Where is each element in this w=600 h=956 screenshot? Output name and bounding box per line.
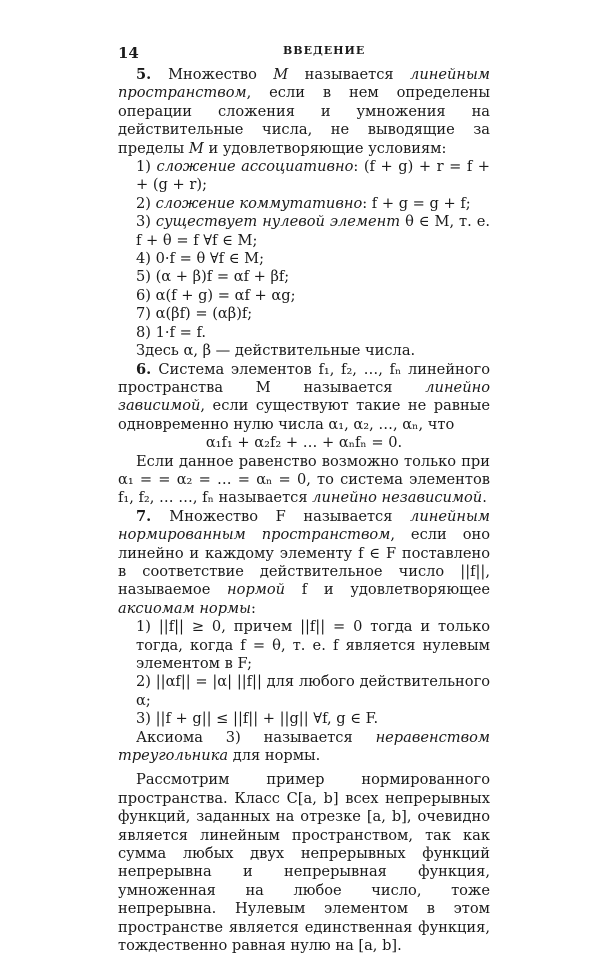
condition-7: 7) α(βf) = (αβ)f;	[136, 305, 253, 323]
condition-term: существует нулевой элемент	[155, 213, 401, 231]
item-number: 5.	[136, 66, 169, 83]
paragraph-6-cont	[118, 453, 490, 508]
text: , если существуют такие не равные одновременно нулю числа α₁, α₂, …, αₙ, что	[118, 397, 490, 433]
condition-term: сложение коммутативно	[155, 194, 363, 212]
text: f и удовлетворяющее	[285, 581, 490, 599]
axiom-1: 1) ||f|| ≥ 0, причем ||f|| = 0 тогда и только тогда, когда f = θ, т. е. f является нулевым элементом в F;	[136, 618, 490, 672]
text: 1)	[136, 158, 157, 176]
defined-term: линейным нормированным пространством	[118, 507, 490, 544]
formula: θ ∈ M, т. е. f + θ = f ∀f ∈ M;	[136, 213, 490, 249]
text: Множество	[168, 66, 274, 83]
text: , если оно линейно и каждому элементу f ∈ F поставлено в соответствие действительное число ||f||, называемое	[118, 526, 490, 599]
math-symbol: M	[188, 139, 204, 157]
running-title: ВВЕДЕНИЕ	[283, 44, 366, 57]
text: , если в нем определены операции сложения и умножения на действительные числа, не выводящие за пределы	[118, 84, 490, 157]
condition-term: сложение ассоциативно	[156, 158, 354, 176]
text: Система элементов f₁, f₂, …, fₙ линейного пространства M называется	[118, 360, 490, 396]
condition-2	[118, 195, 490, 213]
defined-term: нормой	[227, 581, 286, 599]
condition-6: 6) α(f + g) = αf + αg;	[136, 286, 296, 304]
display-formula: α₁f₁ + α₂f₂ + … + αₙfₙ = 0.	[205, 434, 403, 452]
item-number: 7.	[136, 507, 170, 525]
item-number: 6.	[136, 360, 159, 378]
axiom-3-note	[118, 729, 490, 766]
text: Аксиома 3) называется	[136, 728, 376, 746]
axiom-2: 2) ||αf|| = |α| ||f|| для любого действительного α;	[136, 673, 490, 709]
condition-3	[118, 213, 490, 250]
paragraph-7	[118, 508, 490, 618]
defined-term: аксиомам нормы	[118, 599, 252, 617]
paragraph-6	[118, 361, 490, 435]
text: для нормы.	[228, 747, 321, 765]
axiom-3: 3) ||f + g|| ≤ ||f|| + ||g|| ∀f, g ∈ F.	[136, 710, 379, 728]
defined-term: неравенством треугольника	[118, 728, 490, 765]
body-text	[118, 66, 490, 956]
defined-term: линейно зависимой	[118, 378, 490, 415]
example-paragraph: Рассмотрим пример нормированного пространства. Класс C[a, b] всех непрерывных функций, заданных на отрезке [a, b], очевидно является линейным пространством, так как сумма любых двух непрерывных функций непрерывна и непрерывная функция, умноженная на любое число, тоже непрерывна. Нулевым элементом в этом пространстве является единственная функция, тождественно равная нулю на [a, b].	[118, 771, 490, 955]
condition-8: 8) 1·f = f.	[136, 323, 206, 341]
text: Множество F называется	[169, 507, 411, 525]
page-number: 14	[118, 44, 139, 62]
text: Если данное равенство возможно только при α₁ = = α₂ = … = αₙ = 0, то система элементов f₁, f₂, … …, fₙ называется	[118, 452, 490, 507]
text: .	[482, 489, 487, 507]
formula: : (f + g) + r = f + + (g + r);	[136, 158, 490, 194]
condition-5: 5) (α + β)f = αf + βf;	[136, 268, 290, 286]
condition-1	[118, 158, 490, 195]
defined-term: линейным пространством	[118, 66, 490, 102]
condition-4: 4) 0·f = θ ∀f ∈ M;	[136, 250, 265, 268]
defined-term: линейно независимой	[312, 489, 483, 507]
text: и удовлетворяющие условиям:	[203, 139, 447, 157]
paragraph-5	[118, 66, 490, 158]
note: Здесь α, β — действительные числа.	[136, 342, 416, 360]
text: :	[251, 599, 256, 617]
formula: : f + g = g + f;	[362, 194, 471, 212]
text: 3)	[136, 213, 156, 231]
text: называется	[288, 66, 411, 83]
text: 2)	[136, 194, 156, 212]
math-symbol: M	[273, 66, 289, 83]
